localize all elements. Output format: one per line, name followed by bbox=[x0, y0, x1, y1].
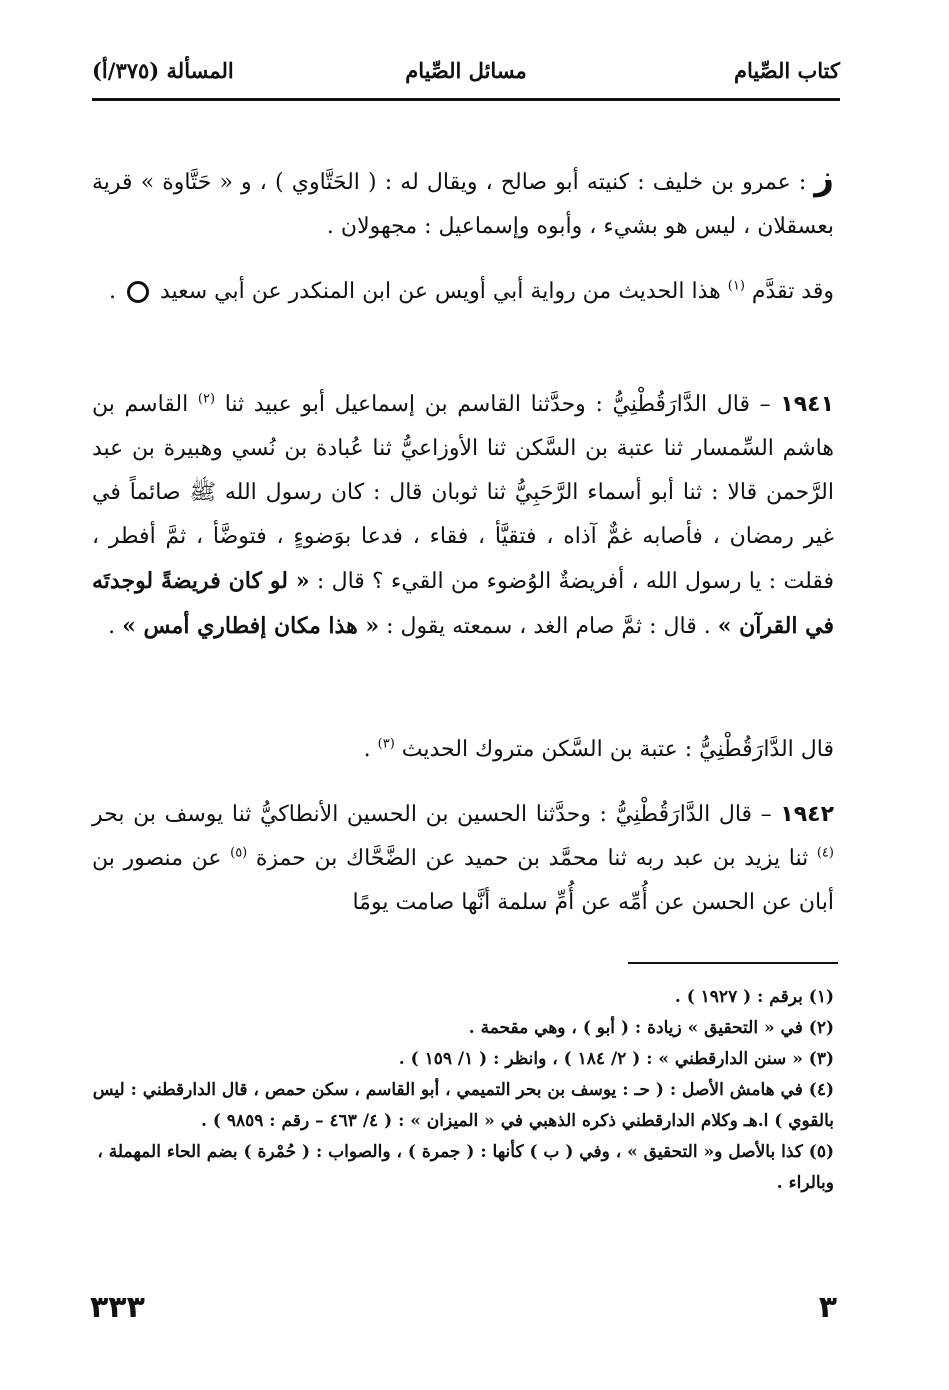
hadith-1942 bbox=[92, 793, 834, 925]
hadith-number: ١٩٤١ bbox=[780, 392, 835, 417]
daraqutni-comment bbox=[92, 728, 834, 772]
page-number: ٣٣٣ bbox=[90, 1290, 145, 1325]
footnote-number: (٢) bbox=[808, 1018, 834, 1038]
footnote-ref[interactable]: (٥) bbox=[230, 845, 248, 861]
footnote-ref[interactable]: (١) bbox=[727, 278, 745, 294]
paragraph-text: القاسم بن هاشم السِّمسار ثنا عتبة بن السَّكن ثنا الأوزاعيُّ ثنا عُبادة بن نُسي وهبيرة بن عبد الرَّحمن قالا : ثنا أبو أسماء الرَّحَبِيُّ ثنا ثوبان قال : كان رسول الله ﷺ صائماً في غير رمضان ، فأصابه غمٌّ آذاه ، فتقيَّأ ، فقاء ، فدعا بوَضوءٍ ، فتوضَّأ ، ثمَّ أفطر ، فقلت : يا رسول الله ، أفريضةٌ الوُضوء من القيء ؟ قال : bbox=[92, 392, 835, 594]
running-header bbox=[92, 52, 840, 92]
paragraph-text: هذا الحديث من رواية أبي أويس عن ابن المنكدر عن أبي سعيد bbox=[159, 279, 721, 304]
footnote-item bbox=[92, 982, 834, 1013]
zay-marker: ز bbox=[814, 158, 834, 198]
footnote-text: « سنن الدارقطني » : ( ٢/ ١٨٤ ) ، وانظر : ( ١/ ١٥٩ ) . bbox=[398, 1049, 803, 1069]
paragraph-text: – قال الدَّارَقُطْنِيُّ : وحدَّثنا الحسين بن الحسين الأنطاكيُّ ثنا يوسف بن بحر bbox=[92, 802, 772, 827]
footnote-item bbox=[92, 1013, 834, 1044]
footnote-divider bbox=[628, 962, 838, 964]
paragraph-text: . قال : ثمَّ صام الغد ، سمعته يقول : bbox=[386, 614, 711, 639]
footnote-item bbox=[92, 1075, 834, 1137]
footnote-ref[interactable]: (٤) bbox=[816, 845, 834, 861]
footnote-item bbox=[92, 1044, 834, 1075]
footnote-text: في « التحقيق » زيادة : ( أبو ) ، وهي مقحمة . bbox=[468, 1018, 803, 1038]
paragraph-previous-mention bbox=[92, 270, 834, 314]
header-section-title: مسائل الصِّيام bbox=[405, 58, 527, 83]
hadith-number: ١٩٤٢ bbox=[780, 802, 835, 827]
header-issue-number: المسألة (٣٧٥/أ) bbox=[92, 58, 234, 83]
volume-number: ٣ bbox=[818, 1290, 837, 1325]
footnote-number: (٥) bbox=[808, 1142, 834, 1162]
footnote-text: برقم : ( ١٩٢٧ ) . bbox=[674, 987, 803, 1007]
paragraph-text: قال الدَّارَقُطْنِيُّ : عتبة بن السَّكن متروك الحديث bbox=[401, 737, 834, 762]
footnote-ref[interactable]: (٣) bbox=[377, 736, 395, 752]
paragraph-text: ثنا يزيد بن عبد ربه ثنا محمَّد بن حميد عن الضَّحَّاك بن حمزة bbox=[255, 846, 809, 871]
footnote-ref[interactable]: (٢) bbox=[197, 391, 216, 407]
period: . bbox=[363, 737, 371, 762]
paragraph-text: عن منصور بن أبان عن الحسن عن أُمِّه عن أُمِّ سلمة أنَّها صامت يومًا bbox=[92, 846, 834, 915]
footnote-text: كذا بالأصل و« التحقيق » ، وفي ( ب ) كأنها : ( جمرة ) ، والصواب : ( حُمْرة ) بضم الحاء المهملة ، وبالراء . bbox=[97, 1142, 834, 1193]
paragraph-text: وقد تقدَّم bbox=[751, 279, 834, 304]
footnotes bbox=[92, 982, 834, 1199]
prophetic-quote: « لو كان فريضةً لوجدتَه في القرآن » bbox=[92, 568, 834, 639]
period: . bbox=[108, 279, 116, 304]
paragraph-text: : عمرو بن خليف : كنيته أبو صالح ، ويقال له : ( الحَتَّاوي ) ، و « حَتَّاوة » قرية بعسقلان ، ليس هو بشيء ، وأبوه وإسماعيل : مجهولان . bbox=[92, 170, 834, 239]
period: . bbox=[108, 614, 116, 639]
footnote-number: (٣) bbox=[808, 1049, 834, 1069]
radiyallahu-anhu-icon bbox=[127, 281, 149, 303]
paragraph-text: – قال الدَّارَقُطْنِيُّ : وحدَّثنا القاسم بن إسماعيل أبو عبيد ثنا bbox=[224, 392, 771, 417]
footnote-item bbox=[92, 1137, 834, 1199]
footnote-number: (٤) bbox=[808, 1080, 834, 1100]
hadith-1941 bbox=[92, 383, 834, 649]
paragraph-narrator-note bbox=[92, 156, 834, 249]
footnote-number: (١) bbox=[808, 987, 834, 1007]
header-divider bbox=[92, 98, 840, 101]
prophetic-quote: « هذا مكان إفطاري أمس » bbox=[122, 613, 380, 639]
header-book-title: كتاب الصِّيام bbox=[734, 58, 840, 83]
footnote-text: في هامش الأصل : ( حـ : يوسف بن بحر التميمي ، أبو القاسم ، سكن حمص ، قال الدارقطني : ليس بالقوي ) ا.هـ وكلام الدارقطني ذكره الذهبي في « الميزان » : ( ٤/ ٤٦٣ – رقم : ٩٨٥٩ ) . bbox=[92, 1080, 834, 1131]
